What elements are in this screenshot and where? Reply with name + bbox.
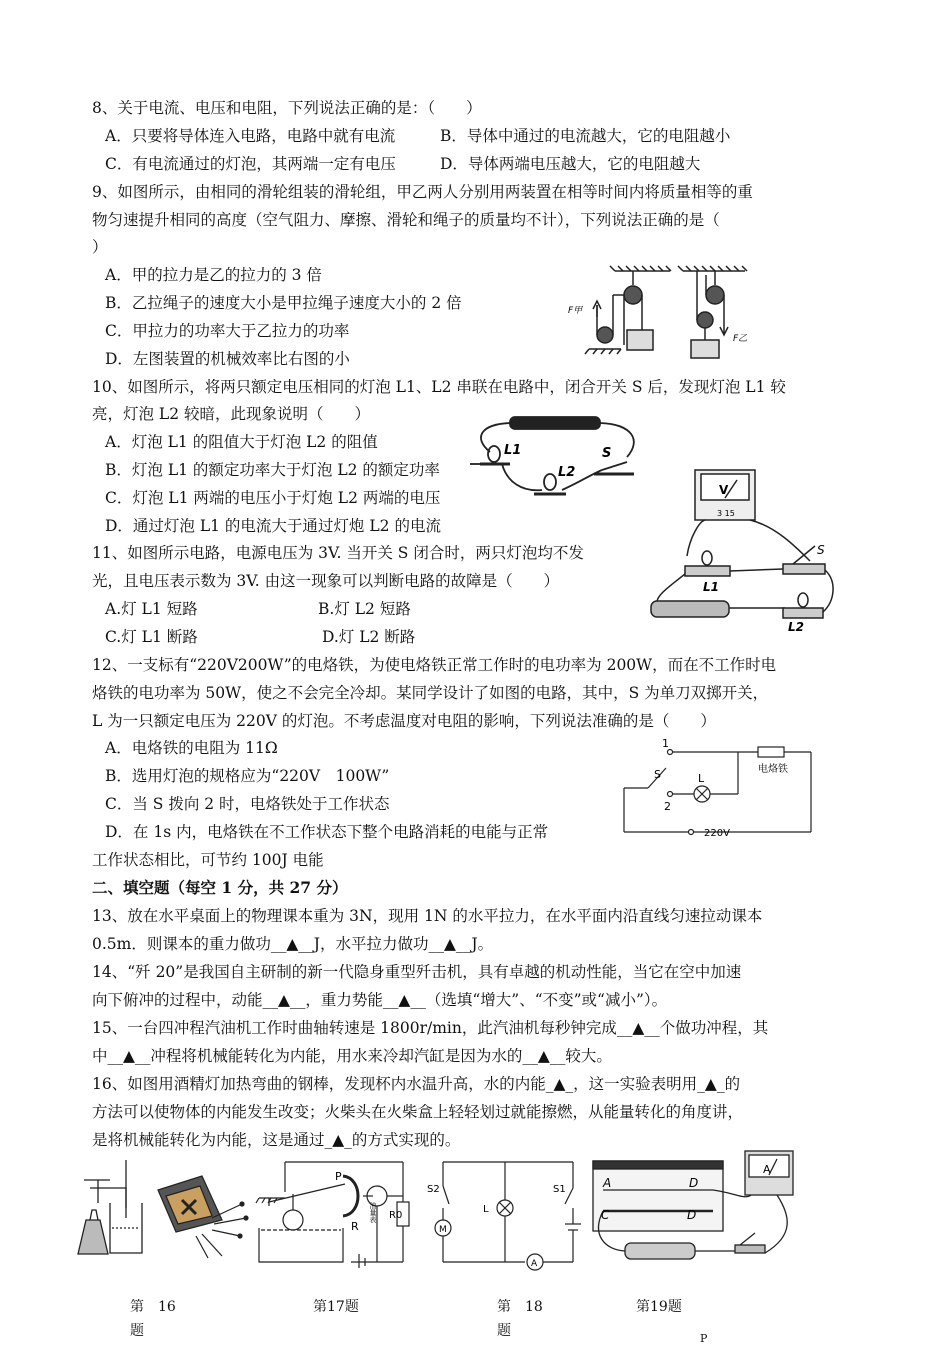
fig17-p-label: P: [335, 1170, 342, 1183]
series-lamps-figure: [462, 412, 647, 507]
q9-option-c: C．甲拉力的功率大于乙拉力的功率: [105, 322, 350, 340]
q12-stem-line1: 12、一支标有“220V200W”的电烙铁，为使电烙铁正常工作时的电功率为 200W，而在不工作时电: [92, 656, 777, 674]
fig18-circuit: [425, 1158, 585, 1273]
fig19-d2-label: D: [687, 1208, 697, 1222]
fig18-l-label: L: [483, 1204, 489, 1215]
q12-option-d-line1: D．在 1s 内，电烙铁在不工作状态下整个电路消耗的电能与正常: [105, 823, 549, 841]
q15-line1: 15、一台四冲程汽油机工作时曲轴转速是 1800r/min，此汽油机每秒钟完成__▲__个做功冲程，其: [92, 1019, 769, 1037]
q10-option-b: B．灯泡 L1 的额定功率大于灯泡 L2 的额定功率: [105, 461, 440, 479]
q10-option-c: C．灯泡 L1 两端的电压小于灯炮 L2 两端的电压: [105, 489, 441, 507]
fig19-resistance-wires: [585, 1145, 810, 1275]
fig17-oil-gauge: [255, 1158, 415, 1268]
q10-stem-line1: 10、如图所示，将两只额定电压相同的灯泡 L1、L2 串联在电路中，闭合开关 S 后，发现灯泡 L1 较: [92, 378, 786, 396]
q10-option-d: D．通过灯泡 L1 的电流大于通过灯炮 L2 的电流: [105, 517, 441, 535]
q11-option-b: B.灯 L2 短路: [318, 600, 411, 618]
fig18-m-label: M: [439, 1225, 447, 1235]
q14-line1: 14、“歼 20”是我国自主研制的新一代隐身重型歼击机，具有卓越的机动性能，当它在空中加速: [92, 963, 742, 981]
q12-terminal-2: 2: [664, 800, 671, 813]
q12-stem-line3: L 为一只额定电压为 220V 的灯泡。不考虑温度对电阻的影响，下列说法准确的是（ ）: [92, 712, 716, 730]
q12-option-b: B．选用灯泡的规格应为“220V 100W”: [105, 767, 390, 785]
q9-stem-line1: 9、如图所示，由相同的滑轮组装的滑轮组，甲乙两人分别用两装置在相等时间内将质量相等的重: [92, 183, 753, 201]
fig17-r-label: R: [351, 1220, 359, 1233]
q12-option-a: A．电烙铁的电阻为 11Ω: [105, 739, 278, 757]
caption-fig17: 第17题: [313, 1299, 359, 1315]
q8-option-a: A．只要将导体连入电路，电路中就有电流: [105, 127, 396, 145]
q10-stem-line2: 亮，灯泡 L2 较暗，此现象说明（ ）: [92, 405, 371, 423]
q8-option-d: D．导体两端电压越大，它的电阻越大: [440, 155, 701, 173]
q12-iron-label: 电烙铁: [758, 764, 788, 775]
q11-v-label: V: [719, 483, 729, 497]
q9-option-b: B．乙拉绳子的速度大小是甲拉绳子速度大小的 2 倍: [105, 294, 462, 312]
fig17-r0-label: R0: [389, 1210, 403, 1221]
q9-stem-line3: ）: [92, 238, 108, 256]
q12-stem-line2: 烙铁的电功率为 50W，使之不会完全冷却。某同学设计了如图的电路，其中，S 为单刀双掷开关，: [92, 684, 769, 702]
q12-volt-label: 220V: [704, 828, 730, 838]
q9-option-d: D．左图装置的机械效率比右图的小: [105, 350, 350, 368]
fig18-s2-label: S2: [427, 1184, 440, 1195]
q10-option-a: A．灯泡 L1 的阻值大于灯泡 L2 的阻值: [105, 433, 378, 451]
q12-s-label: S: [654, 768, 661, 781]
q11-s-label: S: [817, 543, 825, 557]
caption-fig18-line1: 第 18: [497, 1299, 543, 1315]
q11-l2-label: L2: [788, 620, 804, 634]
q9-stem-line2: 物匀速提升相同的高度（空气阻力、摩擦、滑轮和绳子的质量均不计），下列说法正确的是（: [92, 211, 720, 229]
soldering-iron-circuit-figure: [618, 738, 818, 838]
f-right-label: F乙: [733, 334, 748, 344]
q11-stem-line1: 11、如图所示电路，电源电压为 3V. 当开关 S 闭合时，两只灯泡均不发: [92, 544, 584, 562]
fig19-meter-label: A: [763, 1163, 771, 1176]
q11-option-c: C.灯 L1 断路: [105, 628, 198, 646]
caption-fig18-line2: 题: [497, 1323, 511, 1339]
fig18-s1-label: S1: [553, 1184, 566, 1195]
q12-terminal-1: 1: [662, 738, 669, 750]
q10-s-label: S: [602, 446, 612, 461]
q12-l-label: L: [698, 772, 705, 785]
q8-option-c: C．有电流通过的灯泡，其两端一定有电压: [105, 155, 396, 173]
fig16-heating-rod: [70, 1158, 152, 1258]
caption-fig16-line2: 题: [130, 1323, 144, 1339]
q15-line2: 中__▲__冲程将机械能转化为内能，用水来冷却汽缸是因为水的__▲__较大。: [92, 1047, 612, 1065]
fig19-c-label: C: [601, 1208, 610, 1222]
q10-l1-label: L1: [504, 443, 522, 458]
q11-option-a: A.灯 L1 短路: [105, 600, 198, 618]
corner-mark: P: [700, 1332, 708, 1345]
q11-scale-label: 3 15: [717, 509, 735, 518]
q13-line2: 0.5m．则课本的重力做功__▲__J，水平拉力做功__▲__J。: [92, 935, 494, 953]
q10-l2-label: L2: [558, 465, 576, 480]
q8-stem: 8、关于电流、电压和电阻，下列说法正确的是：（ ）: [92, 99, 482, 117]
pulley-figure: [565, 265, 770, 365]
q9-option-a: A．甲的拉力是乙的拉力的 3 倍: [105, 266, 322, 284]
fig18-a-label: A: [531, 1259, 538, 1269]
caption-fig16-line1: 第 16: [130, 1299, 176, 1315]
q11-stem-line2: 光，且电压表示数为 3V. 由这一现象可以判断电路的故障是（ ）: [92, 572, 560, 590]
fig16-matchbox: [152, 1170, 252, 1260]
q11-l1-label: L1: [703, 580, 719, 594]
fig19-a-label: A: [603, 1176, 612, 1190]
q12-option-d-line2: 工作状态相比，可节约 100J 电能: [92, 851, 324, 869]
q14-line2: 向下俯冲的过程中，动能__▲__，重力势能__▲__（选填“增大”、“不变”或“减小”）。: [92, 991, 668, 1009]
fig19-d-label: D: [689, 1176, 699, 1190]
section-2-heading: 二、填空题（每空 1 分，共 27 分）: [92, 878, 348, 897]
q11-option-d: D.灯 L2 断路: [322, 628, 416, 646]
f-left-label: F甲: [568, 306, 583, 316]
fig17-meter-label: 油量表: [369, 1202, 377, 1223]
q16-line1: 16、如图用酒精灯加热弯曲的钢棒，发现杯内水温升高，水的内能_▲_，这一实验表明用_▲_的: [92, 1075, 741, 1093]
voltmeter-circuit-figure: [645, 466, 845, 636]
q8-option-b: B．导体中通过的电流越大，它的电阻越小: [440, 127, 731, 145]
q12-option-c: C．当 S 拨向 2 时，电烙铁处于工作状态: [105, 795, 390, 813]
q16-line3: 是将机械能转化为内能，这是通过_▲_的方式实现的。: [92, 1131, 461, 1149]
q13-line1: 13、放在水平桌面上的物理课本重为 3N，现用 1N 的水平拉力，在水平面内沿直线匀速拉动课本: [92, 907, 763, 925]
caption-fig19: 第19题: [636, 1299, 682, 1315]
q16-line2: 方法可以使物体的内能发生改变；火柴头在火柴盒上轻轻划过就能擦燃，从能量转化的角度讲，: [92, 1103, 744, 1121]
